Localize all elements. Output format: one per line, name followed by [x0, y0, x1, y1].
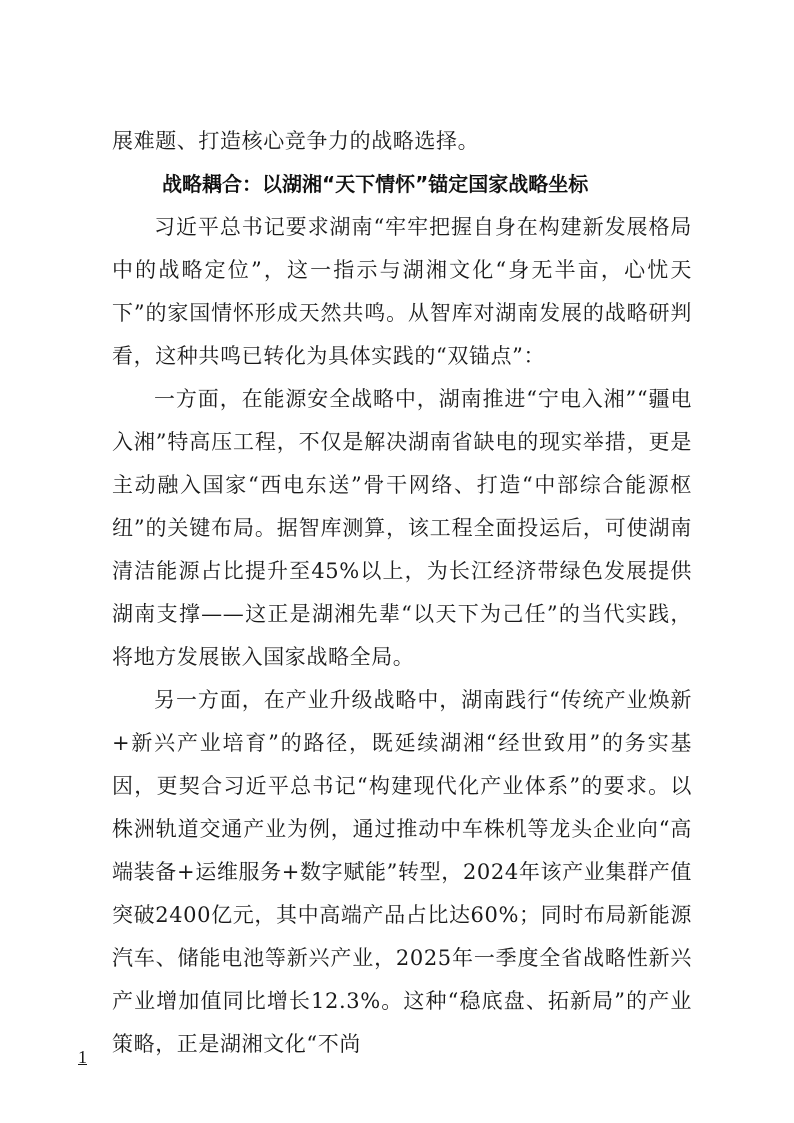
continuation-paragraph: 展难题、打造核心竞争力的战略选择。 — [112, 129, 480, 153]
paragraph-strategic-positioning: 习近平总书记要求湖南“牢牢把握自身在构建新发展格局中的战略定位”，这一指示与湖湘文化“身无半亩，心忧天下”的家国情怀形成天然共鸣。从智库对湖南发展的战略研判看，这种共鸣已转化为具体实践的“双锚点”： — [112, 215, 692, 368]
section-heading: 战略耦合：以湖湘“天下情怀”锚定国家战略坐标 — [162, 172, 589, 196]
page-number: 1 — [78, 1047, 87, 1067]
paragraph-energy-security: 一方面，在能源安全战略中，湖南推进“宁电入湘”“疆电入湘”特高压工程，不仅是解决湖南省缺电的现实举措，更是主动融入国家“西电东送”骨干网络、打造“中部综合能源枢纽”的关键布局。据智库测算，该工程全面投运后，可使湖南清洁能源占比提升至45%以上，为长江经济带绿色发展提供湖南支撑——这正是湖湘先辈“以天下为己任”的当代实践，将地方发展嵌入国家战略全局。 — [112, 387, 692, 669]
document-body — [112, 120, 692, 1066]
paragraph-industrial-upgrade: 另一方面，在产业升级战略中，湖南践行“传统产业焕新+新兴产业培育”的路径，既延续湖湘“经世致用”的务实基因，更契合习近平总书记“构建现代化产业体系”的要求。以株洲轨道交通产业为例，通过推动中车株机等龙头企业向“高端装备+运维服务+数字赋能”转型，2024年该产业集群产值突破2400亿元，其中高端产品占比达60%；同时布局新能源汽车、储能电池等新兴产业，2025年一季度全省战略性新兴产业增加值同比增长12.3%。这种“稳底盘、拓新局”的产业策略，正是湖湘文化“不尚 — [112, 688, 692, 1056]
